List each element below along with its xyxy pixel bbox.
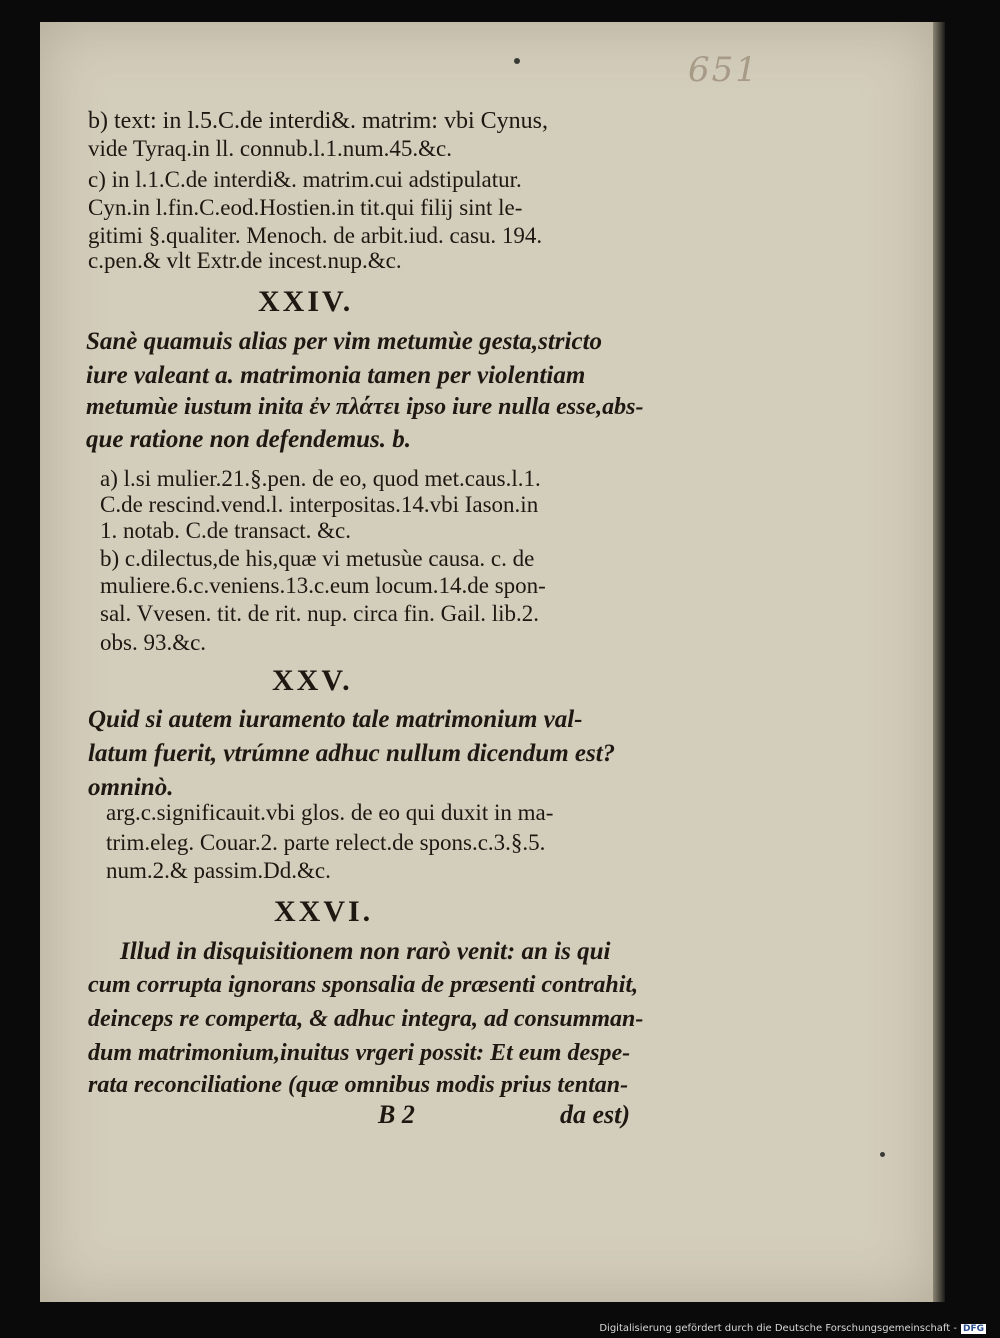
footnote-line: trim.eleg. Couar.2. parte relect.de spons.c.3.§.5. bbox=[106, 830, 546, 855]
footnote-line: C.de rescind.vend.l. interpositas.14.vbi Iason.in bbox=[100, 492, 539, 517]
footnote-line: 1. notab. C.de transact. &c. bbox=[100, 518, 352, 543]
footnote-line: vide Tyraq.in ll. connub.l.1.num.45.&c. bbox=[88, 136, 453, 161]
footnote-line: c) in l.1.C.de interdi&. matrim.cui adstipulatur. bbox=[88, 167, 522, 192]
thesis-line: latum fuerit, vtrúmne adhuc nullum dicendum est? bbox=[88, 740, 616, 767]
footer-text: Digitalisierung gefördert durch die Deutsche Forschungsgemeinschaft - bbox=[599, 1323, 957, 1334]
thesis-line: deinceps re comperta, & adhuc integra, ad consumman- bbox=[88, 1006, 644, 1032]
thesis-line: Quid si autem iuramento tale matrimonium val- bbox=[88, 706, 583, 733]
page-edge bbox=[933, 22, 945, 1302]
thesis-line: Sanè quamuis alias per vim metumùe gesta,stricto bbox=[86, 328, 603, 355]
handwritten-folio-number: 651 bbox=[688, 50, 759, 90]
dfg-logo-icon: DFG bbox=[962, 1323, 984, 1334]
section-heading: XXVI. bbox=[274, 895, 374, 928]
signature-mark: B 2 bbox=[378, 1100, 415, 1129]
thesis-line: Illud in disquisitionem non rarò venit: an is qui bbox=[120, 938, 611, 965]
thesis-line: iure valeant a. matrimonia tamen per violentiam bbox=[86, 362, 586, 389]
thesis-line: cum corrupta ignorans sponsalia de præsenti contrahit, bbox=[88, 972, 639, 998]
section-heading: XXV. bbox=[272, 664, 353, 697]
footnote-line: arg.c.significauit.vbi glos. de eo qui duxit in ma- bbox=[106, 800, 554, 825]
footnote-line: obs. 93.&c. bbox=[100, 630, 207, 655]
footnote-line: num.2.& passim.Dd.&c. bbox=[106, 858, 331, 883]
footnote-line: b) text: in l.5.C.de interdi&. matrim: vbi Cynus, bbox=[88, 108, 548, 134]
thesis-line: que ratione non defendemus. b. bbox=[86, 426, 412, 453]
catchword: da est) bbox=[560, 1100, 631, 1129]
thesis-line: dum matrimonium,inuitus vrgeri possit: Et eum despe- bbox=[88, 1040, 631, 1066]
footnote-line: c.pen.& vlt Extr.de incest.nup.&c. bbox=[88, 248, 402, 273]
footnote-line: muliere.6.c.veniens.13.c.eum locum.14.de spon- bbox=[100, 573, 546, 598]
footnote-line: sal. Vvesen. tit. de rit. nup. circa fin. Gail. lib.2. bbox=[100, 601, 540, 626]
thesis-line: omninò. bbox=[88, 774, 174, 801]
footnote-line: gitimi §.qualiter. Menoch. de arbit.iud. casu. 194. bbox=[88, 223, 543, 248]
footnote-line: Cyn.in l.fin.C.eod.Hostien.in tit.qui filij sint le- bbox=[88, 195, 523, 220]
ink-speck bbox=[880, 1152, 885, 1157]
footnote-line: b) c.dilectus,de his,quæ vi metusùe causa. c. de bbox=[100, 546, 535, 571]
thesis-line: rata reconciliatione (quæ omnibus modis prius tentan- bbox=[88, 1072, 629, 1098]
thesis-line: metumùe iustum inita ἐν πλάτει ipso iure nulla esse,abs- bbox=[86, 394, 644, 420]
section-heading: XXIV. bbox=[258, 285, 354, 318]
footnote-line: a) l.si mulier.21.§.pen. de eo, quod met.caus.l.1. bbox=[100, 466, 541, 491]
ink-speck bbox=[514, 58, 520, 64]
digitization-footer bbox=[599, 1323, 986, 1334]
